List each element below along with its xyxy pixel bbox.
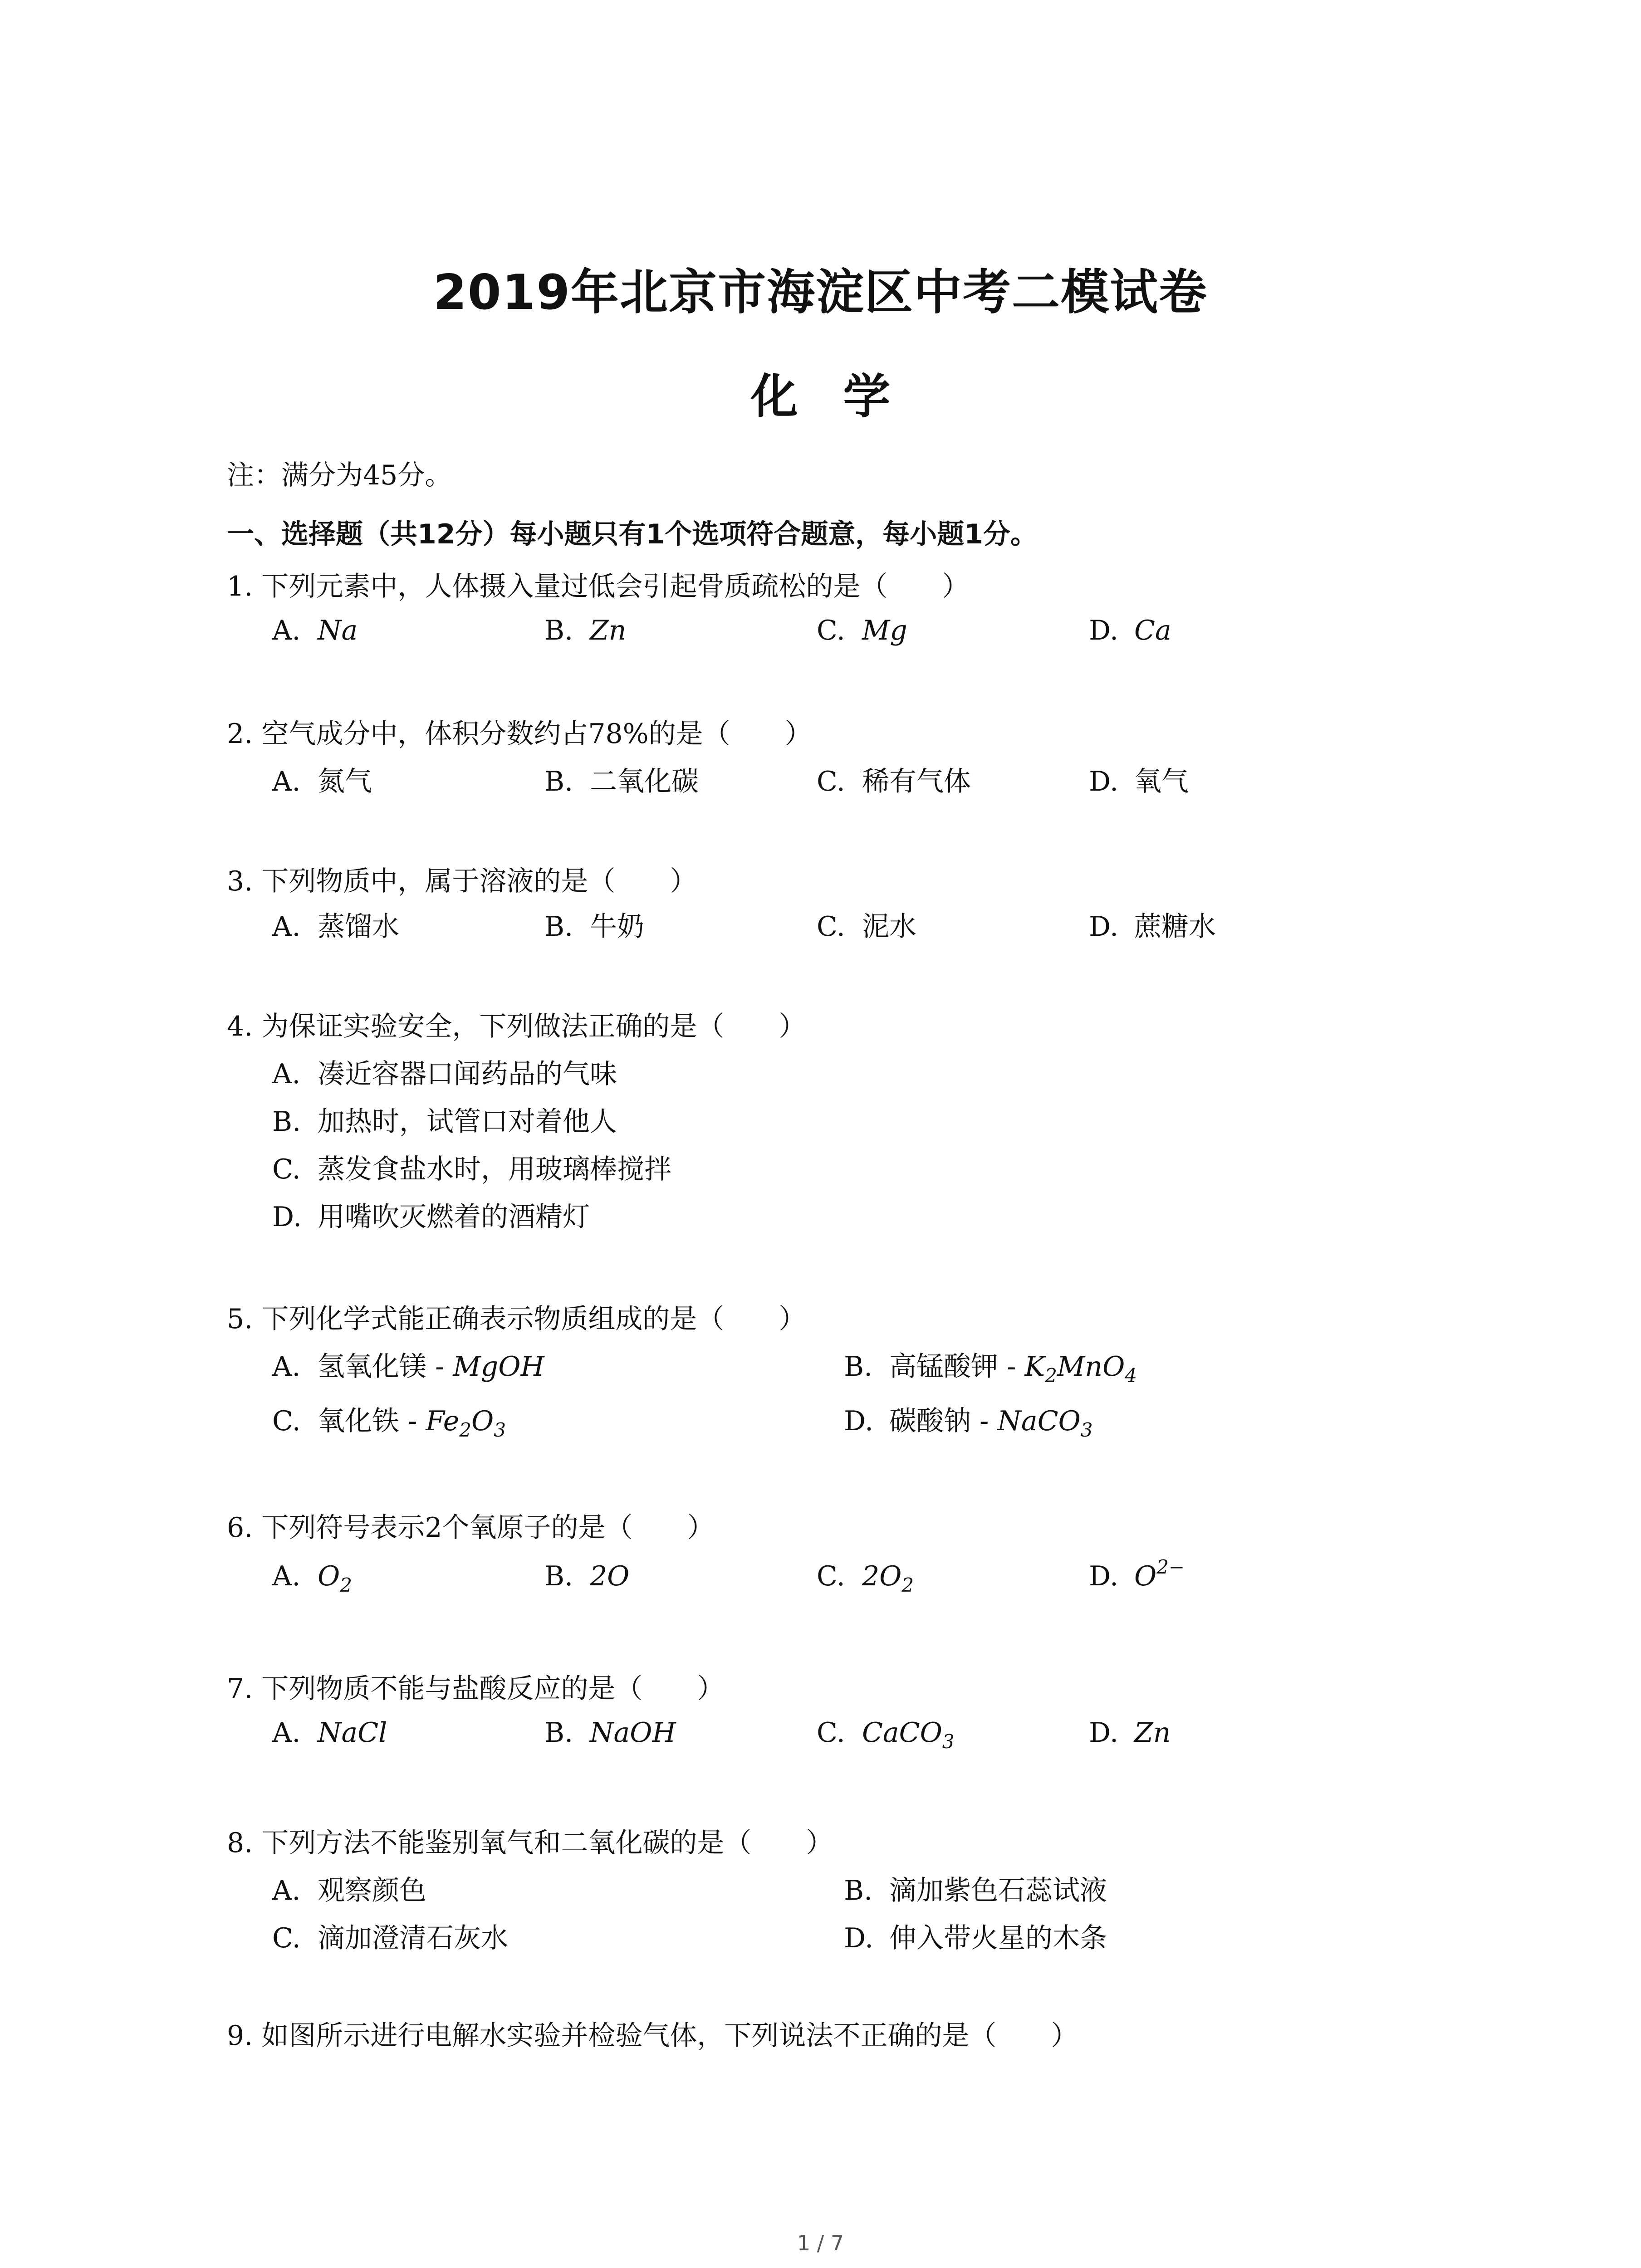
option-letter: A. <box>272 1351 301 1383</box>
option-text: 氢氧化镁 <box>318 1351 426 1383</box>
question-8-option-a <box>272 1869 426 1908</box>
option-letter: A. <box>272 1875 301 1906</box>
option-letter: B. <box>544 766 573 797</box>
question-8-stem: 8. 下列方法不能鉴别氧气和二氧化碳的是（ ） <box>227 1827 833 1859</box>
subject-title: 化学 <box>750 369 936 424</box>
option-formula: $O_2$ <box>318 1560 352 1596</box>
question-5-option-c <box>272 1399 506 1441</box>
option-letter: A. <box>272 1560 301 1592</box>
option-text: 蒸发食盐水时，用玻璃棒搅拌 <box>318 1154 671 1185</box>
separator: - <box>426 1351 453 1383</box>
separator: - <box>971 1405 998 1437</box>
question-7-option-b <box>544 1717 676 1749</box>
option-formula: CaCO$_3$ <box>862 1717 955 1753</box>
question-7-option-c <box>817 1717 955 1753</box>
option-letter: D. <box>844 1922 874 1954</box>
option-formula: Zn <box>590 615 627 646</box>
option-letter: B. <box>544 911 573 943</box>
option-formula: Mg <box>862 615 907 646</box>
option-letter: C. <box>817 1560 845 1592</box>
option-formula: $K_2MnO_4$ <box>1024 1351 1137 1387</box>
option-letter: A. <box>272 615 301 646</box>
question-6-option-c <box>817 1560 914 1596</box>
option-text: 蒸馏水 <box>318 911 399 943</box>
option-letter: D. <box>1089 911 1119 943</box>
question-3-option-b <box>544 905 644 944</box>
question-1-option-d <box>1089 615 1171 646</box>
question-4-option-b <box>272 1100 617 1139</box>
question-5-option-a <box>272 1345 544 1384</box>
question-6-option-a <box>272 1560 352 1596</box>
option-text: 氮气 <box>318 766 372 797</box>
option-letter: C. <box>272 1154 301 1185</box>
question-4-stem: 4. 为保证实验安全，下列做法正确的是（ ） <box>227 1011 806 1042</box>
option-text: 碳酸钠 <box>889 1405 971 1437</box>
option-letter: C. <box>272 1922 301 1954</box>
question-8-option-c <box>272 1916 508 1955</box>
question-6-option-d <box>1089 1556 1185 1592</box>
option-text: 伸入带火星的木条 <box>889 1922 1107 1954</box>
option-formula: $2O_2$ <box>862 1560 914 1596</box>
question-1-option-c <box>817 615 907 646</box>
option-letter: B. <box>544 1560 573 1592</box>
option-text: 二氧化碳 <box>590 766 699 797</box>
question-3-option-d <box>1089 905 1216 944</box>
option-text: 牛奶 <box>590 911 644 943</box>
question-2-option-d <box>1089 760 1189 799</box>
question-1-option-b <box>544 615 626 646</box>
option-formula: $O^{2-}$ <box>1134 1556 1185 1592</box>
option-text: 观察颜色 <box>318 1875 426 1906</box>
option-letter: D. <box>272 1201 302 1233</box>
option-letter: A. <box>272 766 301 797</box>
question-6-stem: 6. 下列符号表示2个氧原子的是（ ） <box>227 1512 715 1544</box>
question-7-option-a <box>272 1717 387 1749</box>
question-2-stem: 2. 空气成分中，体积分数约占78%的是（ ） <box>227 718 812 750</box>
option-text: 蔗糖水 <box>1134 911 1216 943</box>
option-letter: D. <box>1089 1717 1119 1749</box>
option-letter: B. <box>544 1717 573 1749</box>
option-text: 氧气 <box>1134 766 1189 797</box>
option-formula: Zn <box>1134 1717 1171 1749</box>
question-4-option-a <box>272 1052 617 1091</box>
option-formula: Ca <box>1134 615 1171 646</box>
question-3-option-a <box>272 905 399 944</box>
question-2-option-c <box>817 760 971 799</box>
option-formula: Na <box>318 615 358 646</box>
option-text: 用嘴吹灭燃着的酒精灯 <box>318 1201 590 1233</box>
option-text: 稀有气体 <box>862 766 971 797</box>
score-note: 注：满分为45分。 <box>227 459 452 491</box>
option-text: 滴加澄清石灰水 <box>318 1922 508 1954</box>
option-letter: D. <box>1089 766 1119 797</box>
option-letter: C. <box>817 766 845 797</box>
option-formula: 2O <box>590 1560 630 1592</box>
option-text: 泥水 <box>862 911 916 943</box>
question-7-stem: 7. 下列物质不能与盐酸反应的是（ ） <box>227 1673 725 1705</box>
question-4-option-d <box>272 1195 590 1234</box>
option-text: 氧化铁 <box>318 1405 399 1437</box>
option-letter: C. <box>817 615 845 646</box>
option-formula: NaOH <box>590 1717 676 1749</box>
question-5-option-d <box>844 1399 1093 1441</box>
question-1-option-a <box>272 615 358 646</box>
option-letter: A. <box>272 911 301 943</box>
question-7-option-d <box>1089 1717 1171 1749</box>
option-letter: C. <box>817 1717 845 1749</box>
option-letter: D. <box>1089 1560 1119 1592</box>
option-letter: C. <box>272 1405 301 1437</box>
option-formula: NaCl <box>318 1717 387 1749</box>
option-letter: B. <box>844 1351 873 1383</box>
question-3-stem: 3. 下列物质中，属于溶液的是（ ） <box>227 865 697 897</box>
page-number: 1 / 7 <box>797 2231 844 2255</box>
option-formula: $Fe_2O_3$ <box>426 1405 506 1441</box>
question-8-option-b <box>844 1869 1107 1908</box>
question-8-option-d <box>844 1916 1107 1955</box>
option-letter: A. <box>272 1058 301 1090</box>
option-letter: A. <box>272 1717 301 1749</box>
question-2-option-b <box>544 760 699 799</box>
option-letter: B. <box>844 1875 873 1906</box>
question-4-option-c <box>272 1148 671 1187</box>
question-1-stem: 1. 下列元素中，人体摄入量过低会引起骨质疏松的是（ ） <box>227 571 970 602</box>
option-text: 高锰酸钾 <box>889 1351 998 1383</box>
question-5-option-b <box>844 1345 1137 1387</box>
exam-title: 2019年北京市海淀区中考二模试卷 <box>433 264 1208 320</box>
option-formula: MgOH <box>453 1351 544 1383</box>
question-3-option-c <box>817 905 916 944</box>
option-letter: D. <box>1089 615 1119 646</box>
option-letter: B. <box>544 615 573 646</box>
option-letter: D. <box>844 1405 874 1437</box>
question-5-stem: 5. 下列化学式能正确表示物质组成的是（ ） <box>227 1303 806 1335</box>
option-text: 加热时，试管口对着他人 <box>318 1106 617 1138</box>
option-text: 滴加紫色石蕊试液 <box>889 1875 1107 1906</box>
separator: - <box>998 1351 1025 1383</box>
question-2-option-a <box>272 760 372 799</box>
option-letter: B. <box>272 1106 301 1138</box>
option-text: 凑近容器口闻药品的气味 <box>318 1058 617 1090</box>
section-heading: 一、选择题（共12分）每小题只有1个选项符合题意，每小题1分。 <box>227 518 1038 550</box>
option-letter: C. <box>817 911 845 943</box>
question-6-option-b <box>544 1560 629 1592</box>
option-formula: NaCO$_3$ <box>997 1405 1093 1441</box>
separator: - <box>399 1405 426 1437</box>
question-9-stem: 9. 如图所示进行电解水实验并检验气体，下列说法不正确的是（ ） <box>227 2020 1078 2052</box>
